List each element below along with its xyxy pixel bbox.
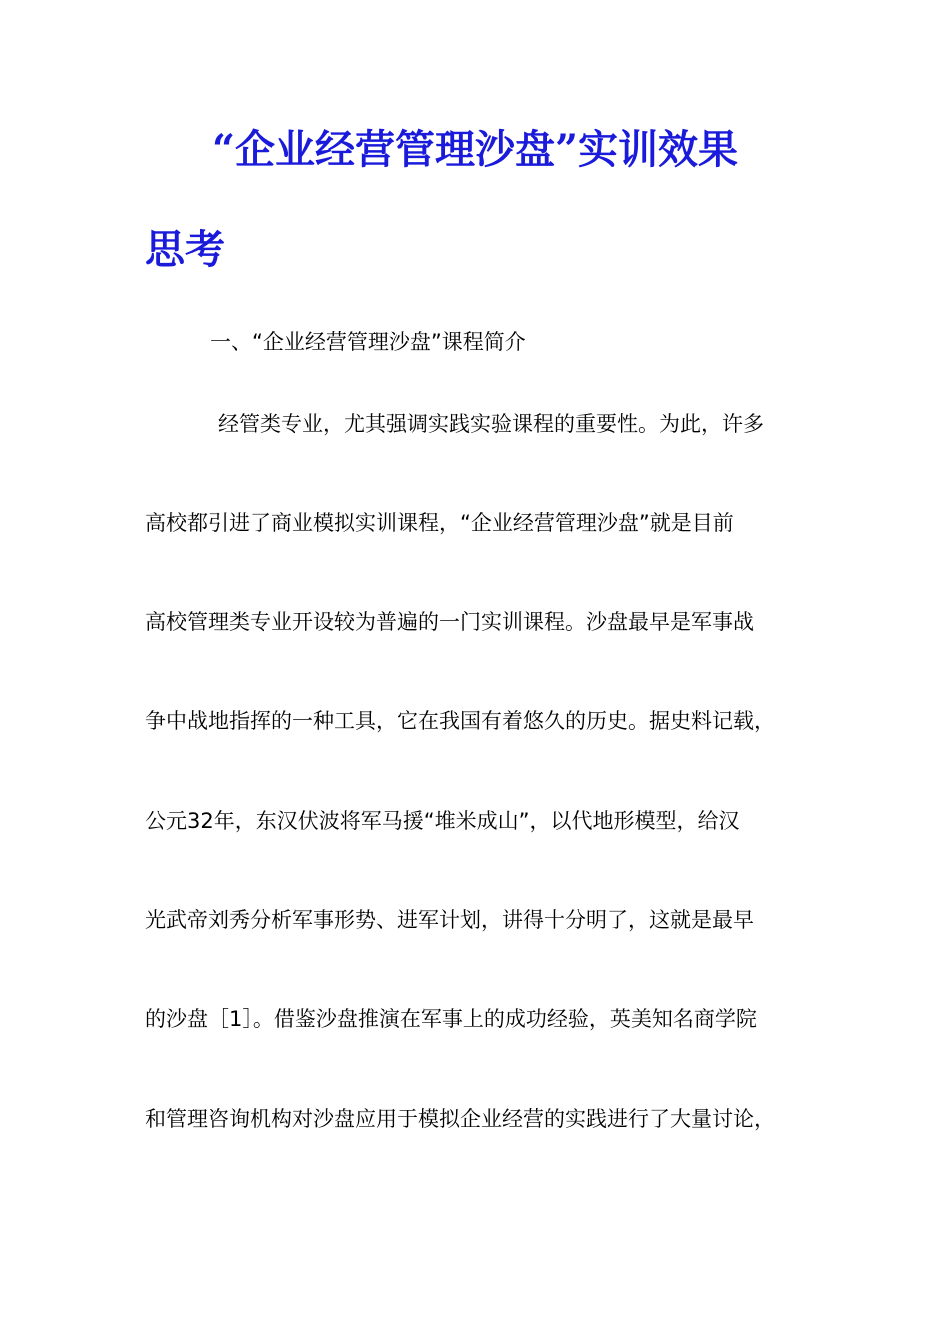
paragraph-line: 高校都引进了商业模拟实训课程，“企业经营管理沙盘”就是目前 (145, 511, 734, 535)
paragraph-line: 公元32年，东汉伏波将军马援“堆米成山”，以代地形模型，给汉 (145, 809, 740, 833)
paragraph-line: 经管类专业，尤其强调实践实验课程的重要性。为此，许多 (218, 412, 764, 436)
paragraph-line: 光武帝刘秀分析军事形势、进军计划，讲得十分明了，这就是最早 (145, 908, 754, 932)
document-title-line-1: “企业经营管理沙盘”实训效果 (212, 126, 739, 173)
paragraph-line: 高校管理类专业开设较为普遍的一门实训课程。沙盘最早是军事战 (145, 610, 754, 634)
paragraph-line: 和管理咨询机构对沙盘应用于模拟企业经营的实践进行了大量讨论， (145, 1107, 775, 1131)
paragraph-line: 争中战地指挥的一种工具，它在我国有着悠久的历史。据史料记载， (145, 709, 775, 733)
paragraph-line: 的沙盘［1］。借鉴沙盘推演在军事上的成功经验，英美知名商学院 (145, 1007, 757, 1031)
document-title-line-2: 思考 (145, 226, 225, 273)
section-heading: 一、“企业经营管理沙盘”课程简介 (210, 330, 526, 354)
